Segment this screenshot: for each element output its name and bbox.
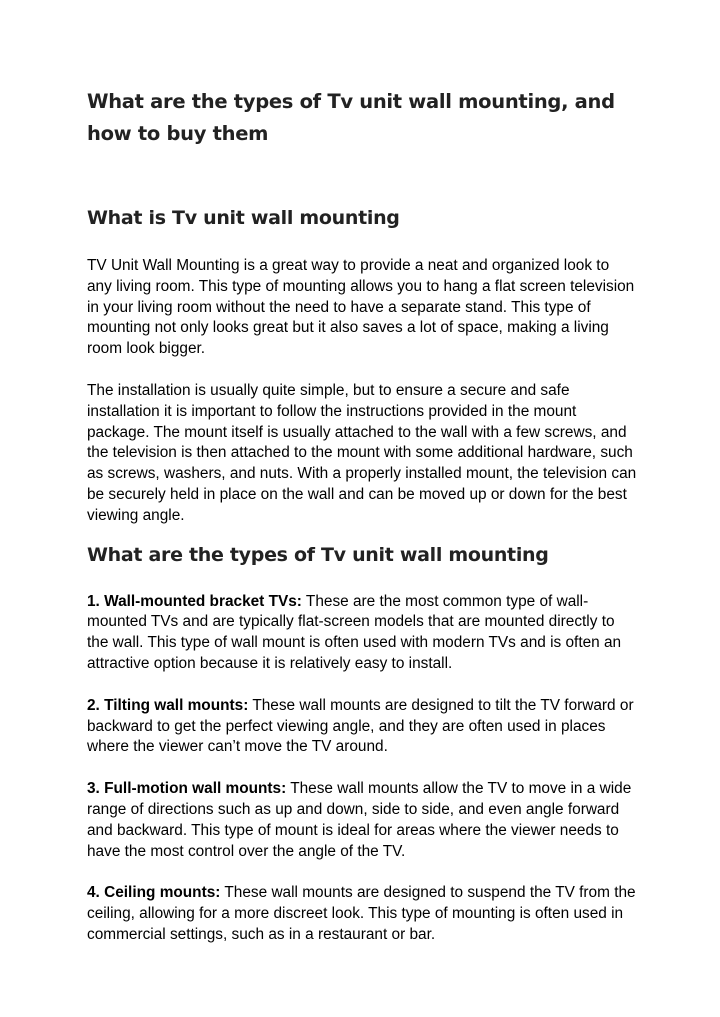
page-title: What are the types of Tv unit wall mounting, and how to buy them [87,90,615,145]
list-item-text: These wall mounts are designed to suspend the TV from the ceiling, allowing for a more discreet look. This type of mounting is often used in commercial settings, such as in a restaurant or bar. [87,884,636,943]
list-item-term: 4. Ceiling mounts: [87,884,221,902]
paragraph-intro: TV Unit Wall Mounting is a great way to provide a neat and organized look to any living room. This type of mounting allows you to hang a flat screen television in your living room without the need to have a separate stand. This type of mounting not only looks great but it also saves a lot of space, making a living room look bigger. [87,257,635,358]
section-heading-types: What are the types of Tv unit wall mounting [87,543,549,566]
list-item-term: 1. Wall-mounted bracket TVs: [87,592,302,610]
list-item-term: 3. Full-motion wall mounts: [87,780,287,798]
section-heading-what-is: What is Tv unit wall mounting [87,207,400,229]
list-item-tilting [87,696,637,758]
list-item-term: 2. Tilting wall mounts: [87,696,249,714]
document-body [87,86,637,946]
paragraph-installation: The installation is usually quite simple, but to ensure a secure and safe installation it is important to follow the instructions provided in the mount package. The mount itself is usually attached to the wall with a few screws, and the television is then attached to the mount with some additional hardware, such as screws, washers, and nuts. With a properly installed mount, the television can be securely held in place on the wall and can be moved up or down for the best viewing angle. [87,381,637,524]
list-item-text: These wall mounts allow the TV to move in a wide range of directions such as up and down, side to side, and even angle forward and backward. This type of mount is ideal for areas where the viewer needs to have the most control over the angle of the TV. [87,780,632,860]
list-item-ceiling [87,883,637,945]
list-item-wall-mounted-bracket [87,592,637,675]
list-item-text: These wall mounts are designed to tilt the TV forward or backward to get the perfect viewing angle, and they are often used in places where the viewer can’t move the TV around. [87,696,634,756]
list-item-text: These are the most common type of wall-mounted TVs and are typically flat-screen models that are mounted directly to the wall. This type of wall mount is often used with modern TVs and is often an attractive option because it is relatively easy to install. [87,592,622,672]
list-item-full-motion [87,779,637,862]
